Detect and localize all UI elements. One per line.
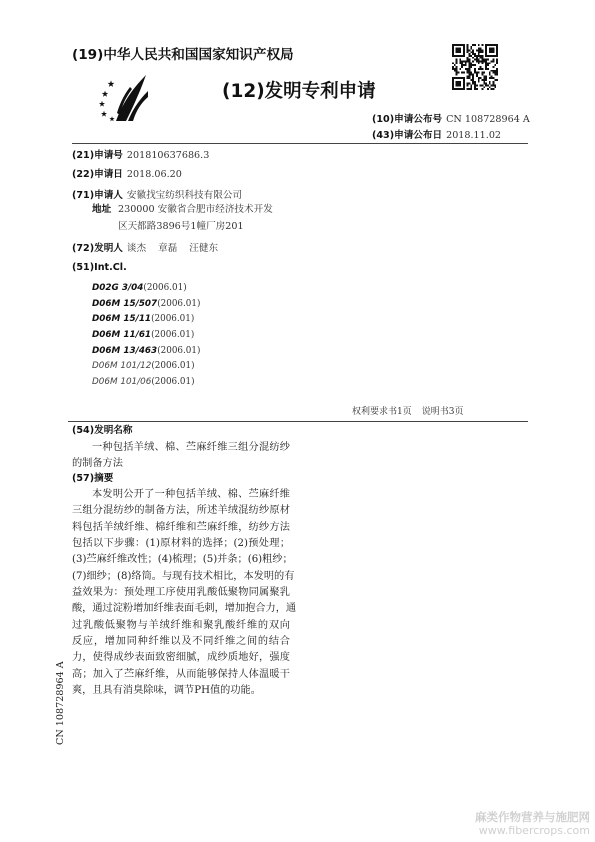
header-divider xyxy=(72,143,528,144)
int-cl-list xyxy=(92,279,200,389)
int-cl-item xyxy=(92,342,200,358)
address-line-1: 230000 安徽省合肥市经济技术开发 xyxy=(118,204,273,215)
int-cl-edition: (2006.01) xyxy=(151,376,195,387)
abstract-label: (57)摘要 xyxy=(72,473,114,484)
abstract-line: 三组分混纺纱的制备方法，所述羊绒混纺纱原材 xyxy=(72,505,290,517)
watermark-site-name: 麻类作物营养与施肥网 xyxy=(475,810,590,824)
abstract-text xyxy=(72,488,297,700)
publication-number: CN 108728964 A xyxy=(446,114,530,125)
claims-page-count: 权利要求书1页 xyxy=(352,407,412,417)
int-cl-item xyxy=(92,326,200,342)
abstract-line: (7)细纱；(8)络筒。与现有技术相比，本发明的有 xyxy=(72,570,295,582)
applicant-row xyxy=(72,187,242,202)
int-cl-code: D06M 101/12 xyxy=(92,361,152,372)
abstract-line: 爽，且具有消臭除味，调节PH值的功能。 xyxy=(72,685,261,697)
abstract-line: 本发明公开了一种包括羊绒、棉、苎麻纤维 xyxy=(92,489,290,500)
int-cl-edition: (2006.01) xyxy=(151,314,195,325)
int-cl-code: D06M 11/61 xyxy=(92,329,152,340)
int-cl-edition: (2006.01) xyxy=(157,345,201,356)
publication-number-row xyxy=(372,111,530,126)
filing-date-row xyxy=(72,166,182,181)
cnipa-emblem-icon xyxy=(96,73,148,123)
office-name: (19)中华人民共和国国家知识产权局 xyxy=(72,47,294,63)
watermark xyxy=(466,810,590,838)
abstract-line: 过乳酸低聚物与羊绒纤维和聚乳酸纤维的双向 xyxy=(72,619,290,631)
int-cl-edition: (2006.01) xyxy=(143,283,187,293)
int-cl-item xyxy=(92,295,200,311)
int-cl-edition: (2006.01) xyxy=(151,329,195,340)
application-number: 201810637686.3 xyxy=(126,150,210,161)
inventors-label: (72)发明人 xyxy=(72,243,123,254)
abstract-line: 益效果为：预处理工序使用乳酸低聚物同属聚乳 xyxy=(72,587,290,599)
filing-date: 2018.06.20 xyxy=(126,169,182,180)
address-line-2: 区天都路3896号1幢厂房201 xyxy=(118,221,244,232)
inventor: 汪健东 xyxy=(189,243,219,254)
title-label: (54)发明名称 xyxy=(72,425,133,436)
qr-code-icon xyxy=(452,44,498,90)
abstract-line: 反应，增加同种纤维以及不同纤维之间的结合 xyxy=(72,636,290,648)
int-cl-label: (51)Int.Cl. xyxy=(72,262,127,273)
publication-date: 2018.11.02 xyxy=(446,130,502,141)
int-cl-code: D06M 15/507 xyxy=(92,298,158,309)
page-counts xyxy=(352,406,463,418)
document-type: (12)发明专利申请 xyxy=(222,81,376,102)
invention-title-line-2: 的制备方法 xyxy=(72,458,123,469)
publication-date-label: (43)申请公布日 xyxy=(372,130,443,141)
applicant-label: (71)申请人 xyxy=(72,190,123,201)
application-number-row xyxy=(72,147,209,162)
int-cl-item xyxy=(92,310,200,326)
section-divider xyxy=(68,421,528,422)
inventors-row xyxy=(72,240,218,255)
int-cl-code: D06M 13/463 xyxy=(92,345,158,356)
invention-title-line-1: 一种包括羊绒、棉、苎麻纤维三组分混纺纱 xyxy=(92,442,290,453)
applicant-name: 安徽找宝纺织科技有限公司 xyxy=(126,190,243,201)
side-publication-number: CN 108728964 A xyxy=(55,661,66,745)
int-cl-code: D06M 101/06 xyxy=(92,376,152,387)
abstract-line: 料包括羊绒纤维、棉纤维和苎麻纤维，纺纱方法 xyxy=(72,521,290,533)
abstract-line: 包括以下步骤：(1)原材料的选择；(2)预处理； xyxy=(72,538,290,550)
filing-date-label: (22)申请日 xyxy=(72,169,123,180)
inventor: 章磊 xyxy=(158,243,178,254)
abstract-line: 高；加入了苎麻纤维，从而能够保持人体温暖干 xyxy=(72,668,290,680)
int-cl-edition: (2006.01) xyxy=(157,298,201,309)
publication-number-label: (10)申请公布号 xyxy=(372,114,443,125)
int-cl-item xyxy=(92,357,200,373)
abstract-line: (3)苎麻纤维改性；(4)梳理；(5)并条；(6)粗纱； xyxy=(72,554,293,566)
int-cl-item xyxy=(92,373,200,389)
int-cl-code: D02G 3/04 xyxy=(92,283,144,293)
int-cl-item xyxy=(92,279,200,295)
publication-date-row xyxy=(372,127,501,142)
address-label: 地址 xyxy=(92,204,112,215)
abstract-line: 力，使得成纱表面致密细腻，成纱质地好，强度 xyxy=(72,652,290,664)
inventor: 谈杰 xyxy=(126,243,147,254)
watermark-url: www.fibercrops.com xyxy=(478,824,590,837)
description-page-count: 说明书3页 xyxy=(421,407,464,417)
int-cl-code: D06M 15/11 xyxy=(92,314,152,325)
abstract-line: 酸，通过淀粉增加纤维表面毛刺，增加抱合力，通 xyxy=(72,603,297,615)
int-cl-edition: (2006.01) xyxy=(151,361,195,372)
application-number-label: (21)申请号 xyxy=(72,150,123,161)
